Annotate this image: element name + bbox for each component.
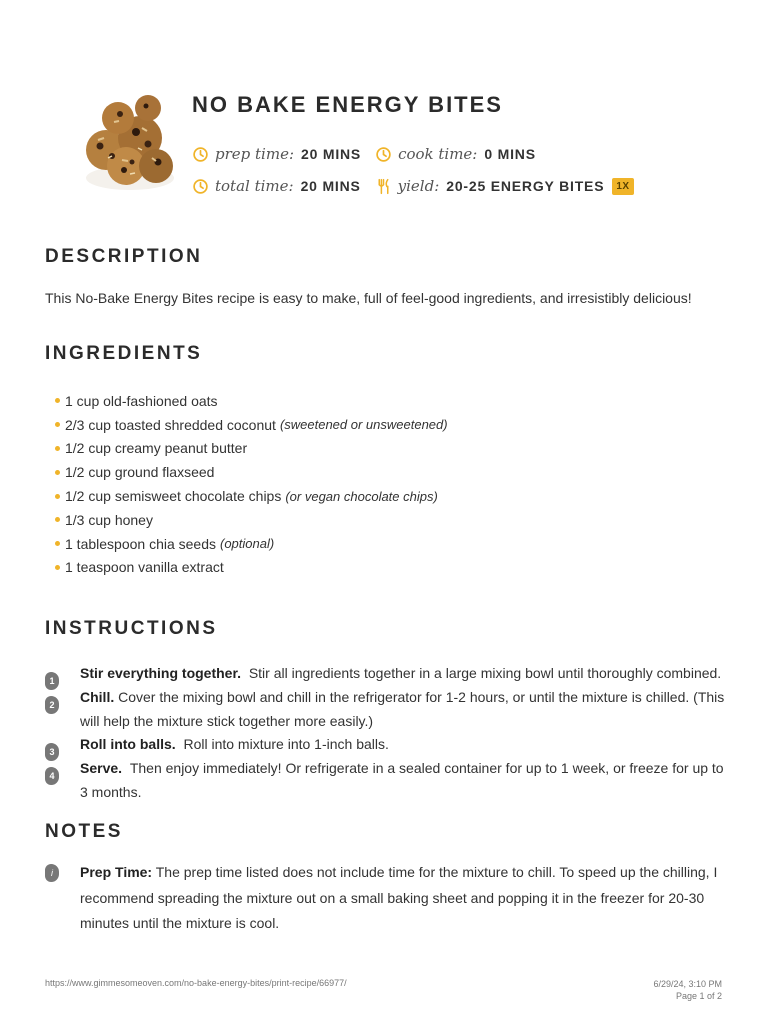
note-body: The prep time listed does not include time for the mixture to chill. To speed up the chilling, I recommend spreading the mixture out on a small baking sheet and popping it in the freezer for 20-30 minutes until the mixture is cool.	[80, 864, 718, 931]
ingredients-heading: INGREDIENTS	[45, 343, 203, 364]
scale-button[interactable]: 1X	[612, 178, 633, 195]
ingredient-item	[55, 437, 448, 461]
bullet-icon	[55, 517, 60, 522]
prep-time-label: prep time:	[215, 145, 294, 163]
ingredient-text: 1 tablespoon chia seeds	[65, 535, 216, 552]
ingredient-text: 2/3 cup toasted shredded coconut	[65, 416, 276, 433]
ingredient-note: (or vegan chocolate chips)	[285, 488, 438, 504]
info-icon: i	[45, 864, 59, 882]
cook-time-label: cook time:	[398, 145, 478, 163]
cook-time	[375, 145, 536, 163]
ingredient-text: 1 cup old-fashioned oats	[65, 392, 218, 409]
recipe-meta-row-2	[192, 177, 648, 195]
yield-label: yield:	[397, 177, 440, 195]
ingredients-list	[55, 389, 448, 579]
ingredient-text: 1/2 cup ground flaxseed	[65, 464, 215, 481]
bullet-icon	[55, 398, 60, 403]
print-timestamp: 6/29/24, 3:10 PM	[653, 979, 722, 989]
footer-meta	[653, 978, 722, 1002]
step-text	[80, 733, 730, 757]
step-body: Cover the mixing bowl and chill in the refrigerator for 1-2 hours, or until the mixture is chilled. (This will help the mixture stick together more easily.)	[80, 689, 725, 729]
ingredient-item	[55, 556, 448, 580]
ingredient-item	[55, 460, 448, 484]
step-title: Serve.	[80, 760, 123, 776]
step-title: Chill.	[80, 689, 115, 705]
step-text	[80, 662, 730, 686]
clock-icon	[192, 178, 209, 195]
recipe-meta-row-1	[192, 145, 550, 163]
description-text: This No-Bake Energy Bites recipe is easy to make, full of feel-good ingredients, and irresistibly delicious!	[45, 290, 692, 306]
step-body: Stir all ingredients together in a large mixing bowl until thoroughly combined.	[248, 665, 722, 681]
footer-url: https://www.gimmesomeoven.com/no-bake-energy-bites/print-recipe/66977/	[45, 978, 347, 988]
prep-time-value: 20 MINS	[301, 146, 362, 162]
step-number-badge: 1	[45, 672, 59, 690]
ingredient-item	[55, 484, 448, 508]
step-number-badge: 4	[45, 767, 59, 785]
total-time-label: total time:	[215, 177, 294, 195]
step-title: Roll into balls.	[80, 736, 176, 752]
ingredient-text: 1/2 cup creamy peanut butter	[65, 440, 248, 457]
note-text	[80, 860, 730, 937]
recipe-title: NO BAKE ENERGY BITES	[192, 92, 503, 117]
total-time	[192, 177, 361, 195]
yield	[375, 177, 634, 195]
ingredient-note: (optional)	[220, 536, 275, 552]
ingredient-item	[55, 532, 448, 556]
ingredient-text: 1/2 cup semisweet chocolate chips	[65, 488, 282, 505]
yield-value: 20-25 ENERGY BITES	[446, 178, 605, 194]
prep-time	[192, 145, 361, 163]
instructions-heading: INSTRUCTIONS	[45, 618, 218, 639]
step-text	[80, 757, 730, 804]
ingredient-note: (sweetened or unsweetened)	[279, 417, 448, 433]
bullet-icon	[55, 494, 60, 499]
clock-icon	[375, 146, 392, 163]
cook-time-value: 0 MINS	[484, 146, 536, 162]
bullet-icon	[55, 565, 60, 570]
bullet-icon	[55, 470, 60, 475]
ingredient-text: 1 teaspoon vanilla extract	[65, 559, 224, 576]
step-number-badge: 2	[45, 696, 59, 714]
bullet-icon	[55, 422, 60, 427]
total-time-value: 20 MINS	[300, 178, 361, 194]
step-title: Stir everything together.	[80, 665, 242, 681]
clock-icon	[192, 146, 209, 163]
energy-bites-photo	[78, 88, 178, 192]
bullet-icon	[55, 541, 60, 546]
step-body: Roll into mixture into 1-inch balls.	[183, 736, 389, 752]
utensils-icon	[375, 178, 392, 195]
ingredient-item	[55, 413, 448, 437]
page-number: Page 1 of 2	[675, 991, 722, 1001]
ingredient-item	[55, 389, 448, 413]
step-body: Then enjoy immediately! Or refrigerate in a sealed container for up to 1 week, or freeze for up to 3 months.	[80, 760, 724, 800]
note-title: Prep Time:	[80, 864, 153, 880]
ingredient-text: 1/3 cup honey	[65, 511, 153, 528]
notes-heading: NOTES	[45, 821, 123, 842]
step-number-badge: 3	[45, 743, 59, 761]
bullet-icon	[55, 446, 60, 451]
description-heading: DESCRIPTION	[45, 246, 203, 267]
ingredient-item	[55, 508, 448, 532]
step-text	[80, 686, 730, 733]
